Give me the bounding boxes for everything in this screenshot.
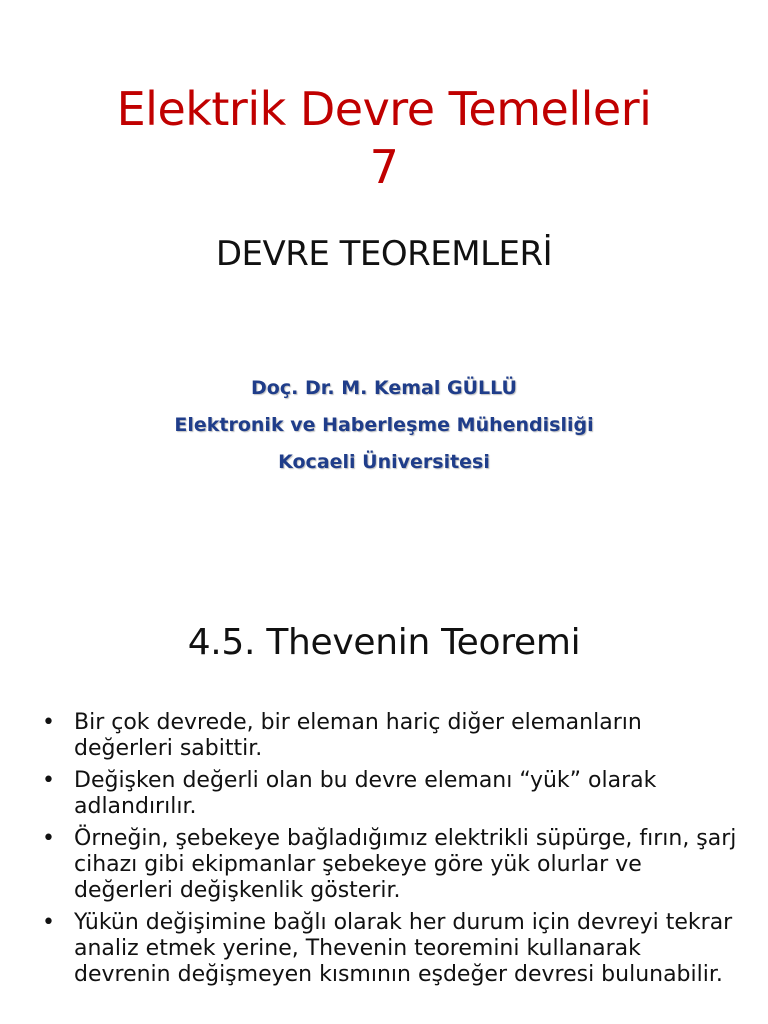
bullet-text: Bir çok devrede, bir eleman hariç diğer elemanların değerleri sabittir.: [74, 710, 642, 761]
bullet-text: Yükün değişimine bağlı olarak her durum için devreyi tekrar analiz etmek yerine, Thevenin teoremini kullanarak devrenin değişmeyen kısmının eşdeğer devresi bulunabilir.: [74, 910, 733, 987]
author-info: [0, 370, 768, 481]
bullet-text: Değişken değerli olan bu devre elemanı “yük” olarak adlandırılır.: [74, 768, 657, 819]
bullet-item: [42, 910, 742, 988]
bullet-dot-icon: •: [42, 910, 55, 935]
author-name: Doç. Dr. M. Kemal GÜLLÜ: [251, 377, 517, 399]
author-university: Kocaeli Üniversitesi: [278, 451, 490, 473]
bullet-text: Örneğin, şebekeye bağladığımız elektrikli süpürge, fırın, şarj cihazı gibi ekipmanlar şebekeye göre yük olurlar ve değerleri değişkenlik gösterir.: [74, 826, 737, 903]
bullet-dot-icon: •: [42, 826, 55, 851]
bullet-dot-icon: •: [42, 768, 55, 793]
content-slide: [0, 575, 768, 1024]
bullet-list: [42, 710, 742, 994]
section-title: 4.5. Thevenin Teoremi: [187, 622, 581, 663]
author-department: Elektronik ve Haberleşme Mühendisliği: [174, 414, 594, 436]
bullet-item: [42, 826, 742, 904]
slide-title: [0, 80, 768, 196]
slide-title-line-2: 7: [369, 140, 399, 194]
bullet-dot-icon: •: [42, 710, 55, 735]
bullet-item: [42, 768, 742, 820]
slide-title-line-1: Elektrik Devre Temelleri: [116, 82, 652, 136]
slide-subtitle: DEVRE TEOREMLERİ: [215, 234, 553, 274]
bullet-item: [42, 710, 742, 762]
